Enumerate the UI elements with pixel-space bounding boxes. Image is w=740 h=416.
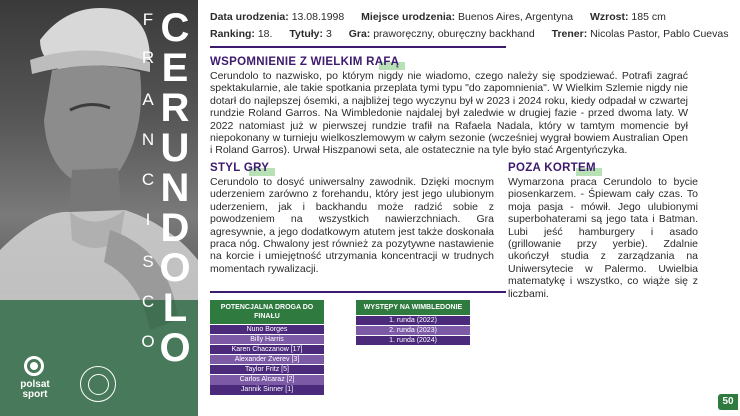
last-name-letter: O: [159, 326, 191, 370]
player-photo: [0, 0, 198, 416]
table-row: Karen Chaczanow [17]: [210, 345, 324, 355]
last-name-letter: D: [160, 206, 190, 250]
first-name-letter: A: [142, 90, 154, 109]
coach-value: Nicolas Pastor, Pablo Cuevas: [590, 28, 729, 40]
memory-title-main: WSPOMNIENIE Z WIELKIM RA: [210, 56, 384, 68]
style-title-end: RY: [253, 162, 270, 174]
potential-path-table: [210, 300, 324, 395]
table-row: Jannik Sinner [1]: [210, 385, 324, 395]
last-name-letter: N: [160, 166, 190, 210]
page-number: 50: [718, 394, 738, 410]
titles-label: Tytuły:: [289, 28, 324, 40]
first-name-letter: C: [141, 292, 155, 311]
play-label: Gra:: [348, 28, 371, 40]
ranking-value: 18.: [257, 28, 273, 40]
last-name-letter: L: [162, 286, 188, 330]
table-row: Nuno Borges: [210, 325, 324, 335]
table-row: Alexander Zverev [3]: [210, 355, 324, 365]
divider-line: [210, 291, 506, 293]
birth-place-value: Buenos Aires, Argentyna: [458, 11, 574, 23]
memory-section-title: [210, 56, 399, 68]
memory-title-end: FĄ: [383, 56, 400, 68]
style-text: Cerundolo to dosyć uniwersalny zawodnik. Dzięki mocnym uderzeniem zarówno z forehandu, który jest jego ulubionym uderzeniem, jak i backhandu może radzić sobie z powodzeniem na wszystkich nawierzchniach. Gra agresywnie, a jego dodatkowym atutem jest także doskonała praca nóg. Chwalony jest również za pozytywne nastawienie na korcie i umiejętność utrzymania koncentracji w trudnych momentach rywalizacji.: [210, 176, 494, 275]
table-row: 2. runda (2023): [356, 326, 470, 336]
last-name-letter: R: [160, 86, 190, 130]
wimbledon-appearances-table: [356, 300, 470, 345]
height-value: 185 cm: [631, 11, 666, 23]
polsat-sport-logo: [10, 356, 60, 406]
divider-line: [210, 46, 506, 48]
sport-word: sport: [22, 389, 48, 400]
wimbledon-appearances-header: WYSTĘPY NA WIMBLEDONIE: [356, 300, 470, 315]
birth-date-value: 13.08.1998: [291, 11, 345, 23]
potential-path-header: POTENCJALNA DROGA DO FINAŁU: [210, 300, 324, 324]
height-label: Wzrost:: [589, 11, 629, 23]
table-row: 1. runda (2022): [356, 316, 470, 326]
table-row: Taylor Fritz [5]: [210, 365, 324, 375]
play-value: praworęczny, oburęczny backhand: [373, 28, 535, 40]
birth-place-label: Miejsce urodzenia:: [361, 11, 456, 23]
first-name-letter: O: [141, 332, 155, 351]
last-name-letter: O: [159, 246, 191, 290]
style-section-title: [210, 162, 269, 174]
first-name-letter: C: [141, 170, 155, 189]
table-row: 1. runda (2024): [356, 336, 470, 346]
table-row: Carlos Alcaraz [2]: [210, 375, 324, 385]
court-section-title: [508, 162, 596, 174]
style-title-main: STYL G: [210, 162, 254, 174]
birth-date-label: Data urodzenia:: [210, 11, 289, 23]
first-name-letter: N: [141, 130, 155, 149]
last-name-letter: U: [160, 126, 190, 170]
wimbledon-seal-icon: [80, 366, 116, 402]
first-name-letter: R: [141, 48, 155, 67]
coach-label: Trener:: [551, 28, 588, 40]
table-row: Billy Harris: [210, 335, 324, 345]
memory-text: Cerundolo to nazwisko, po którym nigdy nie wiadomo, czego należy się spodziewać. Potrafi zagrać spektakularnie, ale takie spotkania przeplata tymi typu "do zapomnienia". W Wielkim Szlemie nigdy nie dotarł do najlepszej ósemki, a najbliżej tego wyczynu był w 2023 i 2024 roku, kiedy odpadał w czwartej rundzie Roland Garros. Na Wimbledonie najdalej był zaledwie w drugiej fazie - przed dwoma laty. W 2022 natomiast już w pierwszej rundzie trafił na Rafaela Nadala, który w tamtym momencie był niepokonany w turnieju wielkoszlemowym w całym sezonie (wcześniej wygrał bowiem Australian Open i Roland Garros). Urwał Hiszpanowi seta, ale ostatecznie na tyle było stać Argentyńczyka.: [210, 70, 688, 157]
court-text: Wymarzona praca Cerundolo to bycie piosenkarzem. - Śpiewam cały czas. To moja pasja - mówił. Jego ulubionymi superbohaterami są jego tata i Batman. Lubi jeść hamburgery i asado (grillowanie przy yerbie). Zdalnie ukończył studia z zarządzania na Uniwersytecie w Palermo. Uwielbia matematykę i wszystko, co wiąże się z liczbami.: [508, 176, 698, 300]
court-title-end: EM: [578, 162, 596, 174]
court-title-main: POZA KORT: [508, 162, 578, 174]
first-name-letter: S: [142, 252, 154, 271]
first-name-letter: I: [145, 210, 151, 229]
player-last-name: [158, 0, 192, 370]
profile-content: [210, 0, 730, 416]
info-row-1: [210, 11, 680, 23]
titles-value: 3: [325, 28, 332, 40]
last-name-letter: E: [161, 46, 189, 90]
ranking-label: Ranking:: [210, 28, 255, 40]
polsat-word: polsat: [20, 379, 50, 390]
last-name-letter: C: [160, 6, 190, 50]
first-name-letter: F: [142, 10, 154, 29]
player-first-name: [138, 0, 158, 360]
polsat-logo-icon: [24, 356, 44, 376]
info-row-2: [210, 28, 740, 40]
